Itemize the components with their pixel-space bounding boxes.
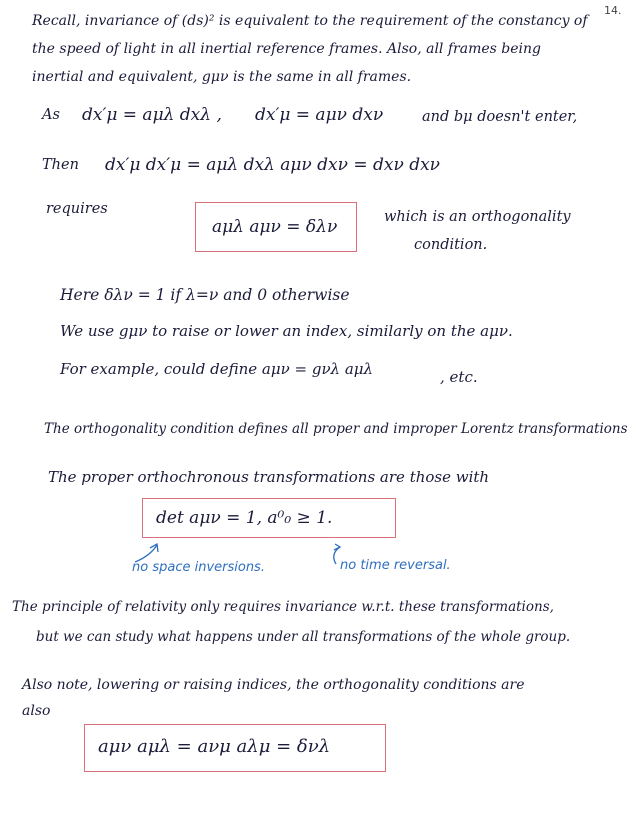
page-number: 14. bbox=[604, 4, 622, 17]
here-line: Here δλν = 1 if λ=ν and 0 otherwise bbox=[60, 286, 350, 304]
also-line1: Also note, lowering or raising indices, the orthogonality conditions are bbox=[22, 677, 525, 693]
orthogonality-eq: aμλ aμν = δλν bbox=[212, 217, 338, 237]
as-eq1: dx′μ = aμλ dxλ , bbox=[82, 105, 222, 125]
as-label: As bbox=[42, 107, 60, 123]
proper-line: The proper orthochronous transformations are those with bbox=[48, 468, 490, 486]
para1-line3: inertial and equivalent, gμν is the same in all frames. bbox=[32, 69, 412, 85]
as-eq2: dx′μ = aμν dxν bbox=[255, 105, 384, 125]
para1-line1: Recall, invariance of (ds)² is equivalent to the requirement of the constancy of bbox=[32, 13, 588, 29]
no-space-inversions-note: no space inversions. bbox=[132, 560, 265, 575]
para1-line2: the speed of light in all inertial reference frames. Also, all frames being bbox=[32, 41, 541, 57]
det-eq: det aμν = 1, a⁰₀ ≥ 1. bbox=[156, 508, 333, 528]
we-use-line: We use gμν to raise or lower an index, similarly on the aμν. bbox=[60, 322, 513, 340]
example-line: For example, could define aμν = gνλ aμλ bbox=[60, 360, 374, 378]
then-label: Then bbox=[42, 157, 79, 173]
requires-label: requires bbox=[46, 201, 108, 217]
no-time-reversal-note: no time reversal. bbox=[340, 558, 451, 573]
example-etc: , etc. bbox=[440, 368, 478, 386]
orthogonality-note-line1: which is an orthogonality bbox=[384, 209, 571, 225]
final-eq: aμν aμλ = aνμ aλμ = δνλ bbox=[98, 736, 331, 757]
principle-line1: The principle of relativity only requires invariance w.r.t. these transformations, bbox=[12, 599, 554, 615]
orthogonality-defines-line: The orthogonality condition defines all proper and improper Lorentz transformations bbox=[44, 421, 628, 437]
as-tail: and bμ doesn't enter, bbox=[422, 109, 578, 125]
orthogonality-note-line2: condition. bbox=[414, 237, 488, 253]
also-line2: also bbox=[22, 703, 51, 719]
principle-line2: but we can study what happens under all transformations of the whole group. bbox=[36, 629, 571, 645]
then-eq: dx′μ dx′μ = aμλ dxλ aμν dxν = dxν dxν bbox=[105, 155, 441, 175]
